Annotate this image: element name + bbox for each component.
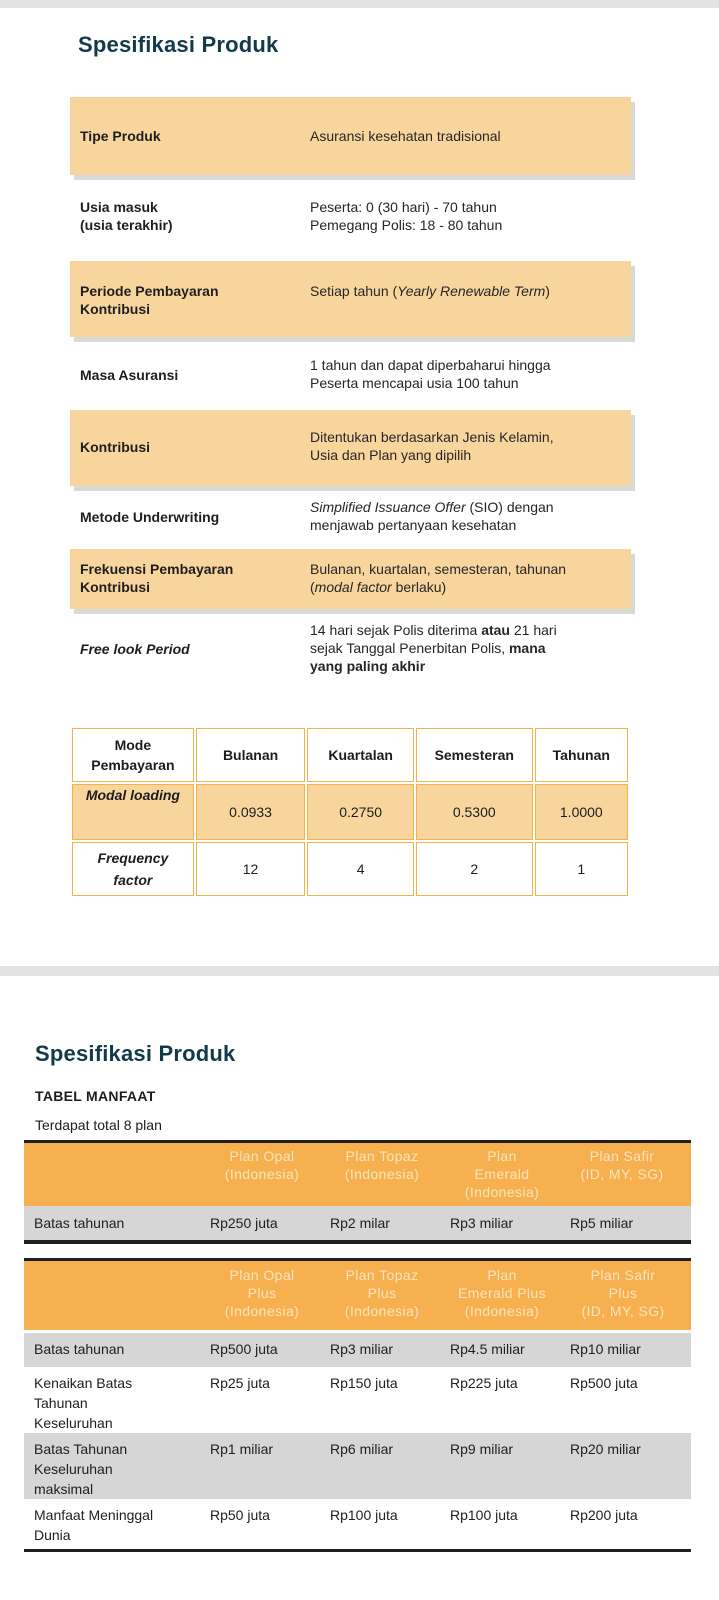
table-cell: Rp500 juta — [570, 1375, 638, 1391]
spec-label: Metode Underwriting — [80, 509, 220, 525]
spec-value — [310, 498, 619, 534]
row-label: Batas tahunan — [34, 1341, 125, 1357]
page-title: Spesifikasi Produk — [35, 1041, 236, 1066]
spec-label-line: Kontribusi — [80, 579, 150, 595]
table-row — [24, 1367, 691, 1433]
table-cell: Rp200 juta — [570, 1507, 638, 1523]
spec-value-italic: Yearly Renewable Term — [397, 283, 546, 299]
plan-header-line: (Indonesia) — [224, 1303, 300, 1319]
spec-value — [310, 282, 619, 300]
table-row — [72, 728, 628, 782]
plan-header — [327, 1266, 437, 1320]
plan-header-line: Plan Safir — [589, 1148, 655, 1164]
plan-header-line: (ID, MY, SG) — [581, 1303, 665, 1319]
table-cell: Rp50 juta — [210, 1507, 270, 1523]
spec-value-line: Pemegang Polis: 18 - 80 tahun — [310, 217, 503, 233]
spec-value-text: Setiap tahun ( — [310, 283, 398, 299]
spec-value-line: Ditentukan berdasarkan Jenis Kelamin, — [310, 429, 554, 445]
plan-header-line: Plan Safir — [590, 1267, 656, 1283]
spec-label: Masa Asuransi — [80, 367, 179, 383]
plan-header-line: Emerald — [474, 1166, 530, 1182]
table-cell: Rp1 miliar — [210, 1441, 274, 1457]
table-header-cell: Tahunan — [535, 728, 628, 782]
row-label — [34, 1439, 127, 1499]
spec-value-bold: mana — [508, 640, 546, 656]
plan-header-line: (Indonesia) — [464, 1303, 540, 1319]
spec-value-line: 1 tahun dan dapat diperbaharui hingga — [310, 357, 551, 373]
table-cell: 0.2750 — [307, 784, 414, 840]
spec-value-bold: atau — [481, 622, 510, 638]
plan-header-line: Plan Opal — [229, 1267, 295, 1283]
spec-value-text: ( — [310, 579, 315, 595]
spec-value — [310, 621, 619, 675]
plan-header-line: (Indonesia) — [224, 1166, 300, 1182]
row-label-line: Keseluruhan — [34, 1415, 113, 1431]
row-label-line: Keseluruhan — [34, 1461, 113, 1477]
table-cell: Rp5 miliar — [570, 1215, 634, 1231]
spec-value — [310, 560, 619, 596]
spec-label-line: Periode Pembayaran — [80, 283, 219, 299]
table-row — [24, 1433, 691, 1499]
table-header-row — [24, 1261, 691, 1330]
table-header-cell: Bulanan — [196, 728, 306, 782]
table-cell: Rp6 miliar — [330, 1441, 394, 1457]
spec-row-tipe-produk — [70, 97, 631, 175]
benefit-table-1 — [24, 1140, 691, 1231]
table-cell: Rp3 miliar — [330, 1341, 394, 1357]
spec-value-text: berlaku) — [391, 579, 447, 595]
row-label-line: Tahunan — [34, 1395, 88, 1411]
table-header-cell: Semesteran — [416, 728, 533, 782]
spec-value-line: Peserta: 0 (30 hari) - 70 tahun — [310, 199, 497, 215]
table-cell: Rp250 juta — [210, 1215, 278, 1231]
spec-value-line: Bulanan, kuartalan, semesteran, tahunan — [310, 561, 567, 577]
table-cell: 1.0000 — [535, 784, 628, 840]
table-cell: Rp25 juta — [210, 1375, 270, 1391]
row-label-line: Batas Tahunan — [34, 1441, 128, 1457]
table-cell: 12 — [196, 842, 306, 896]
document-page-1 — [0, 8, 719, 966]
spec-row-kontribusi — [70, 410, 631, 486]
spec-value-line: Peserta mencapai usia 100 tahun — [310, 375, 519, 391]
spec-value — [310, 428, 619, 464]
table-cell: Rp10 miliar — [570, 1341, 641, 1357]
table-header-line: Mode — [114, 737, 152, 753]
plan-header-line: Emerald Plus — [457, 1285, 547, 1301]
row-label-line: Kenaikan Batas — [34, 1375, 133, 1391]
spec-label-line: (usia terakhir) — [80, 217, 173, 233]
spec-value-text: sejak Tanggal Penerbitan Polis, — [310, 640, 509, 656]
plan-header-line: (Indonesia) — [344, 1166, 420, 1182]
plan-header-line: Plus — [367, 1285, 397, 1301]
spec-value-italic: modal factor — [314, 579, 392, 595]
row-label — [34, 1373, 132, 1433]
table-header-cell — [72, 728, 194, 782]
table-header-row — [24, 1143, 691, 1206]
table-cell: Rp100 juta — [330, 1507, 398, 1523]
spec-value-text: (SIO) dengan — [465, 499, 554, 515]
plan-header-line: Plus — [247, 1285, 277, 1301]
spec-value — [310, 356, 619, 392]
table-cell: Rp3 miliar — [450, 1215, 514, 1231]
table-row — [72, 842, 628, 896]
table-cell: Rp4.5 miliar — [450, 1341, 525, 1357]
row-label-line: Dunia — [34, 1527, 71, 1543]
document-page-2 — [0, 976, 719, 1600]
table-header-cell: Kuartalan — [307, 728, 414, 782]
spec-value — [310, 198, 619, 234]
spec-label — [80, 282, 219, 318]
table-cell: 2 — [416, 842, 533, 896]
spec-value-bold: yang paling akhir — [310, 658, 426, 674]
benefit-table-2 — [24, 1258, 691, 1570]
table-cell: Rp225 juta — [450, 1375, 518, 1391]
spec-row-usia-masuk — [70, 188, 631, 248]
plan-header-line: Plan — [487, 1267, 517, 1283]
table-row-label-line: factor — [113, 872, 153, 888]
spec-value-text: 14 hari sejak Polis diterima — [310, 622, 482, 638]
table-row-label: Modal loading — [72, 784, 194, 840]
plan-header-line: Plus — [608, 1285, 638, 1301]
table-bottom-rule — [24, 1240, 691, 1244]
table-row — [24, 1499, 691, 1549]
table-cell: 0.0933 — [196, 784, 306, 840]
spec-value-line: Usia dan Plan yang dipilih — [310, 447, 472, 463]
spec-label-line: Usia masuk — [80, 199, 158, 215]
spec-row-free-look-period — [70, 616, 631, 682]
table-cell: Rp150 juta — [330, 1375, 398, 1391]
spec-label: Kontribusi — [80, 439, 150, 455]
table-header-line: Pembayaran — [91, 757, 175, 773]
plan-count-note: Terdapat total 8 plan — [35, 1117, 162, 1133]
table-bottom-rule — [24, 1549, 691, 1552]
spec-label — [80, 198, 173, 234]
table-cell: Rp20 miliar — [570, 1441, 641, 1457]
spec-label-line: Kontribusi — [80, 301, 150, 317]
plan-header — [567, 1147, 677, 1183]
modal-factor-table — [70, 726, 630, 898]
plan-header — [207, 1266, 317, 1320]
table-cell: 0.5300 — [416, 784, 533, 840]
plan-header-line: (Indonesia) — [464, 1184, 540, 1200]
spec-row-periode-pembayaran — [70, 261, 631, 337]
table-cell: Rp500 juta — [210, 1341, 278, 1357]
plan-header — [567, 1266, 679, 1320]
plan-header — [443, 1266, 561, 1320]
row-label: Batas tahunan — [34, 1215, 125, 1231]
spec-row-frekuensi-pembayaran — [70, 549, 631, 609]
table-row — [72, 784, 628, 840]
spec-value-text: ) — [545, 283, 550, 299]
table-row-label — [72, 842, 194, 896]
spec-value-text: 21 hari — [509, 622, 557, 638]
spec-value-italic: Simplified Issuance Offer — [310, 499, 466, 515]
table-cell: Rp2 milar — [330, 1215, 390, 1231]
table-cell: Rp100 juta — [450, 1507, 518, 1523]
plan-header — [207, 1147, 317, 1183]
table-cell: Rp9 miliar — [450, 1441, 514, 1457]
plan-header-line: (ID, MY, SG) — [580, 1166, 664, 1182]
spec-value: Asuransi kesehatan tradisional — [310, 128, 501, 144]
spec-label: Free look Period — [80, 641, 190, 657]
table-row — [24, 1206, 691, 1240]
spec-row-masa-asuransi — [70, 346, 631, 406]
section-subtitle: TABEL MANFAAT — [35, 1088, 156, 1104]
spec-label: Tipe Produk — [80, 128, 161, 144]
plan-header-line: (Indonesia) — [344, 1303, 420, 1319]
row-label-line: maksimal — [34, 1481, 94, 1497]
table-cell: 1 — [535, 842, 628, 896]
plan-header-line: Plan — [487, 1148, 517, 1164]
table-row-label-line: Frequency — [97, 850, 169, 866]
plan-header — [447, 1147, 557, 1201]
spec-label-line: Frekuensi Pembayaran — [80, 561, 234, 577]
row-label — [34, 1505, 153, 1545]
table-cell: 4 — [307, 842, 414, 896]
page-title: Spesifikasi Produk — [78, 32, 279, 57]
table-row — [24, 1333, 691, 1367]
spec-label — [80, 560, 233, 596]
plan-header — [327, 1147, 437, 1183]
spec-value-line: menjawab pertanyaan kesehatan — [310, 517, 517, 533]
plan-header-line: Plan Opal — [229, 1148, 295, 1164]
plan-header-line: Plan Topaz — [345, 1148, 419, 1164]
spec-row-metode-underwriting — [70, 490, 631, 546]
row-label-line: Manfaat Meninggal — [34, 1507, 154, 1523]
plan-header-line: Plan Topaz — [345, 1267, 419, 1283]
